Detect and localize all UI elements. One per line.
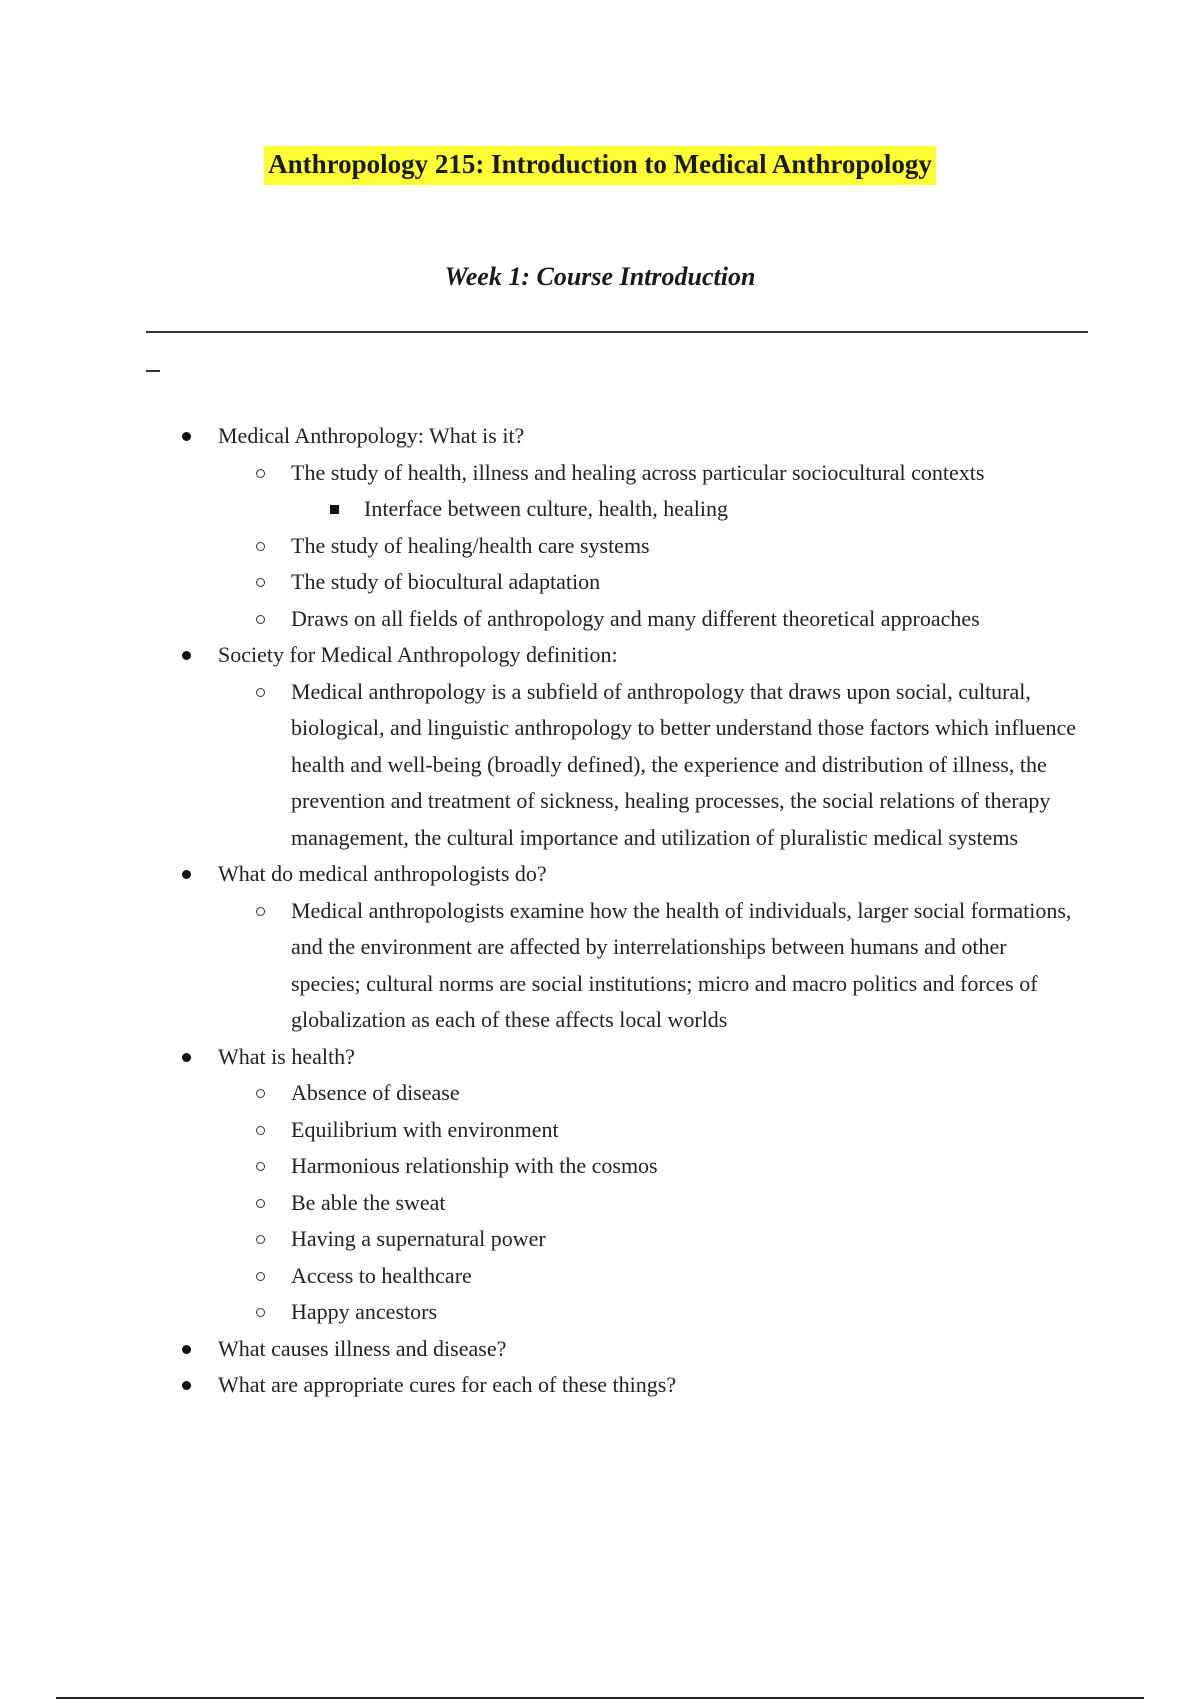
list-item-text: Society for Medical Anthropology definition:: [218, 642, 618, 667]
list-item: [0, 637, 1078, 674]
list-item: [0, 1367, 1078, 1404]
bullet-square-icon: [330, 505, 339, 514]
list-item-text: What is health?: [218, 1043, 355, 1069]
list-item-text: The study of biocultural adaptation: [291, 569, 601, 594]
list-item-text: Happy ancestors: [291, 1299, 438, 1324]
list-item-text: Equilibrium with environment: [291, 1116, 559, 1142]
list-item-text: Medical anthropologists examine how the health of individuals, larger social formations, and the environment are affected by interrelationships between humans and other species; cultural norms are social institutions; micro and macro politics and forces of globalization as each of these affects local worlds: [291, 897, 1072, 1032]
list-item: [0, 455, 1081, 492]
list-item-text: The study of health, illness and healing across particular sociocultural contexts: [291, 459, 985, 485]
bullet-circle-icon: [256, 469, 265, 478]
list-item: [0, 1075, 1081, 1112]
bullet-disc-icon: [182, 1345, 191, 1354]
bullet-disc-icon: [182, 651, 191, 660]
bullet-circle-icon: [256, 907, 265, 916]
bullet-circle-icon: [256, 1126, 265, 1135]
bullet-disc-icon: [182, 1381, 191, 1390]
list-item-text: Medical Anthropology: What is it?: [218, 423, 525, 448]
list-item: [0, 856, 1078, 893]
list-item: [0, 1294, 1081, 1331]
horizontal-rule-tail: [146, 370, 160, 372]
list-item: [0, 601, 1081, 638]
list-item: [0, 1331, 1078, 1368]
bullet-circle-icon: [256, 542, 265, 551]
list-item: [0, 1221, 1081, 1258]
list-item-text: Be able the sweat: [291, 1189, 446, 1215]
list-item: [0, 528, 1081, 565]
bullet-circle-icon: [256, 1308, 265, 1317]
bullet-circle-icon: [256, 1089, 265, 1098]
bullet-circle-icon: [256, 578, 265, 587]
document-title: Anthropology 215: Introduction to Medical Anthropology: [264, 146, 936, 185]
list-item: [0, 674, 1081, 857]
bullet-disc-icon: [182, 432, 191, 441]
bullet-circle-icon: [256, 1199, 265, 1208]
bullet-disc-icon: [182, 1053, 191, 1062]
bullet-circle-icon: [256, 688, 265, 697]
list-item-text: Having a supernatural power: [291, 1226, 546, 1251]
list-item: [0, 1112, 1081, 1149]
list-item-text: Harmonious relationship with the cosmos: [291, 1153, 658, 1178]
bullet-disc-icon: [182, 870, 191, 879]
list-item: [0, 564, 1081, 601]
bullet-circle-icon: [256, 1235, 265, 1244]
footer-rule: [56, 1697, 1144, 1699]
list-item-text: Medical anthropology is a subfield of anthropology that draws upon social, cultural, biological, and linguistic anthropology to better understand those factors which influence health and well-being (broadly defined), the experience and distribution of illness, the prevention and treatment of sickness, healing processes, the social relations of therapy management, the cultural importance and utilization of pluralistic medical systems: [291, 678, 1077, 850]
list-item-text: What are appropriate cures for each of these things?: [218, 1372, 677, 1397]
list-item: [0, 418, 1078, 455]
bullet-circle-icon: [256, 1272, 265, 1281]
list-item: [0, 893, 1081, 1039]
bullet-circle-icon: [256, 615, 265, 624]
document-subtitle: Week 1: Course Introduction: [444, 262, 756, 291]
title-wrap: [0, 146, 1200, 185]
list-item: [0, 1148, 1081, 1185]
bullet-circle-icon: [256, 1162, 265, 1171]
list-item-text: What causes illness and disease?: [218, 1335, 507, 1361]
list-item: [0, 1185, 1081, 1222]
list-item-text: Draws on all fields of anthropology and many different theoretical approaches: [291, 605, 980, 631]
outline-list: [0, 418, 1200, 1404]
horizontal-rule: [146, 331, 1088, 333]
list-item: [0, 491, 1081, 528]
list-item-text: Access to healthcare: [291, 1262, 472, 1288]
list-item: [0, 1258, 1081, 1295]
list-item-text: What do medical anthropologists do?: [218, 861, 547, 886]
list-item-text: The study of healing/health care systems: [291, 532, 650, 558]
list-item-text: Absence of disease: [291, 1080, 460, 1105]
list-item: [0, 1039, 1078, 1076]
list-item-text: Interface between culture, health, healing: [364, 496, 729, 521]
